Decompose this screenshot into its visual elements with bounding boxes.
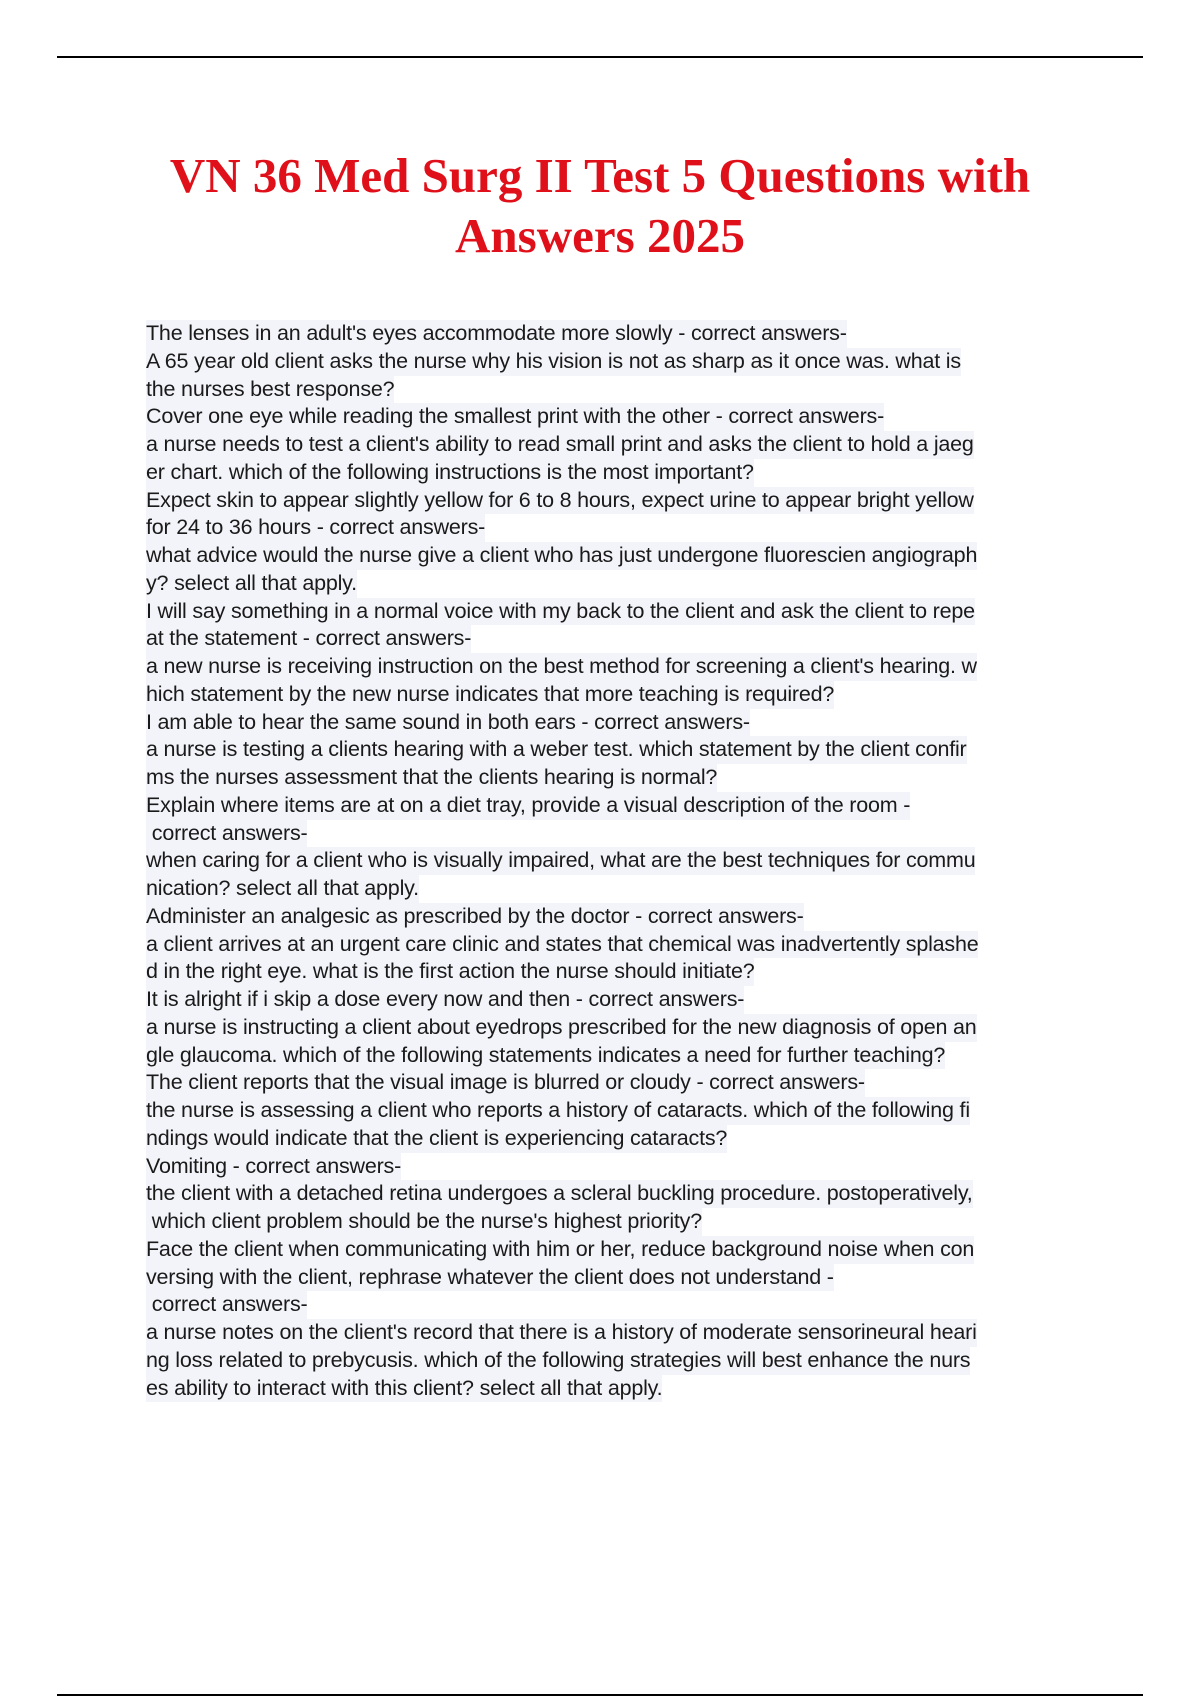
text-line: a nurse is instructing a client about eyedrops prescribed for the new diagnosis of open an — [146, 1014, 977, 1042]
text-line: I will say something in a normal voice with my back to the client and ask the client to repe — [146, 598, 975, 626]
text-line: d in the right eye. what is the first action the nurse should initiate? — [146, 958, 754, 986]
text-line: A 65 year old client asks the nurse why his vision is not as sharp as it once was. what is — [146, 348, 961, 376]
text-line: Vomiting - correct answers- — [146, 1153, 401, 1181]
text-line: I am able to hear the same sound in both ears - correct answers- — [146, 709, 750, 737]
text-line: correct answers- — [146, 820, 307, 848]
title-line-1: VN 36 Med Surg II Test 5 Questions with — [169, 148, 1031, 203]
text-line: at the statement - correct answers- — [146, 625, 471, 653]
text-line: a nurse notes on the client's record that there is a history of moderate sensorineural heari — [146, 1319, 977, 1347]
text-line: hich statement by the new nurse indicates that more teaching is required? — [146, 681, 834, 709]
qa-content — [146, 320, 1096, 1402]
text-line: the nurse is assessing a client who reports a history of cataracts. which of the following fi — [146, 1097, 970, 1125]
text-line: ms the nurses assessment that the clients hearing is normal? — [146, 764, 717, 792]
text-line: nication? select all that apply. — [146, 875, 419, 903]
text-line: Explain where items are at on a diet tray, provide a visual description of the room - — [146, 792, 910, 820]
text-line: Expect skin to appear slightly yellow for 6 to 8 hours, expect urine to appear bright yellow — [146, 487, 974, 515]
text-line: Administer an analgesic as prescribed by the doctor - correct answers- — [146, 903, 804, 931]
text-line: correct answers- — [146, 1291, 307, 1319]
text-line: gle glaucoma. which of the following statements indicates a need for further teaching? — [146, 1042, 945, 1070]
text-line: a nurse needs to test a client's ability to read small print and asks the client to hold a jaeg — [146, 431, 974, 459]
title-line-2: Answers 2025 — [455, 208, 745, 263]
document-title — [60, 146, 1140, 266]
text-line: Cover one eye while reading the smallest print with the other - correct answers- — [146, 403, 884, 431]
text-line: the nurses best response? — [146, 376, 394, 404]
bottom-rule — [57, 1694, 1143, 1696]
text-line: which client problem should be the nurse's highest priority? — [146, 1208, 702, 1236]
text-line: a client arrives at an urgent care clinic and states that chemical was inadvertently splashe — [146, 931, 978, 959]
text-line: The lenses in an adult's eyes accommodate more slowly - correct answers- — [146, 320, 847, 348]
text-line: Face the client when communicating with him or her, reduce background noise when con — [146, 1236, 974, 1264]
text-line: a new nurse is receiving instruction on the best method for screening a client's hearing. w — [146, 653, 977, 681]
text-line: y? select all that apply. — [146, 570, 357, 598]
top-rule — [57, 56, 1143, 58]
text-line: ndings would indicate that the client is experiencing cataracts? — [146, 1125, 727, 1153]
text-line: when caring for a client who is visually impaired, what are the best techniques for commu — [146, 847, 975, 875]
text-line: a nurse is testing a clients hearing with a weber test. which statement by the client confir — [146, 736, 967, 764]
text-line: for 24 to 36 hours - correct answers- — [146, 514, 485, 542]
text-line: what advice would the nurse give a client who has just undergone fluorescien angiograph — [146, 542, 977, 570]
text-line: ng loss related to prebycusis. which of the following strategies will best enhance the nurs — [146, 1347, 970, 1375]
text-line: versing with the client, rephrase whatever the client does not understand - — [146, 1264, 834, 1292]
text-line: It is alright if i skip a dose every now and then - correct answers- — [146, 986, 744, 1014]
text-line: es ability to interact with this client? select all that apply. — [146, 1375, 662, 1403]
text-line: er chart. which of the following instructions is the most important? — [146, 459, 754, 487]
text-line: the client with a detached retina undergoes a scleral buckling procedure. postoperatively, — [146, 1180, 973, 1208]
text-line: The client reports that the visual image is blurred or cloudy - correct answers- — [146, 1069, 865, 1097]
